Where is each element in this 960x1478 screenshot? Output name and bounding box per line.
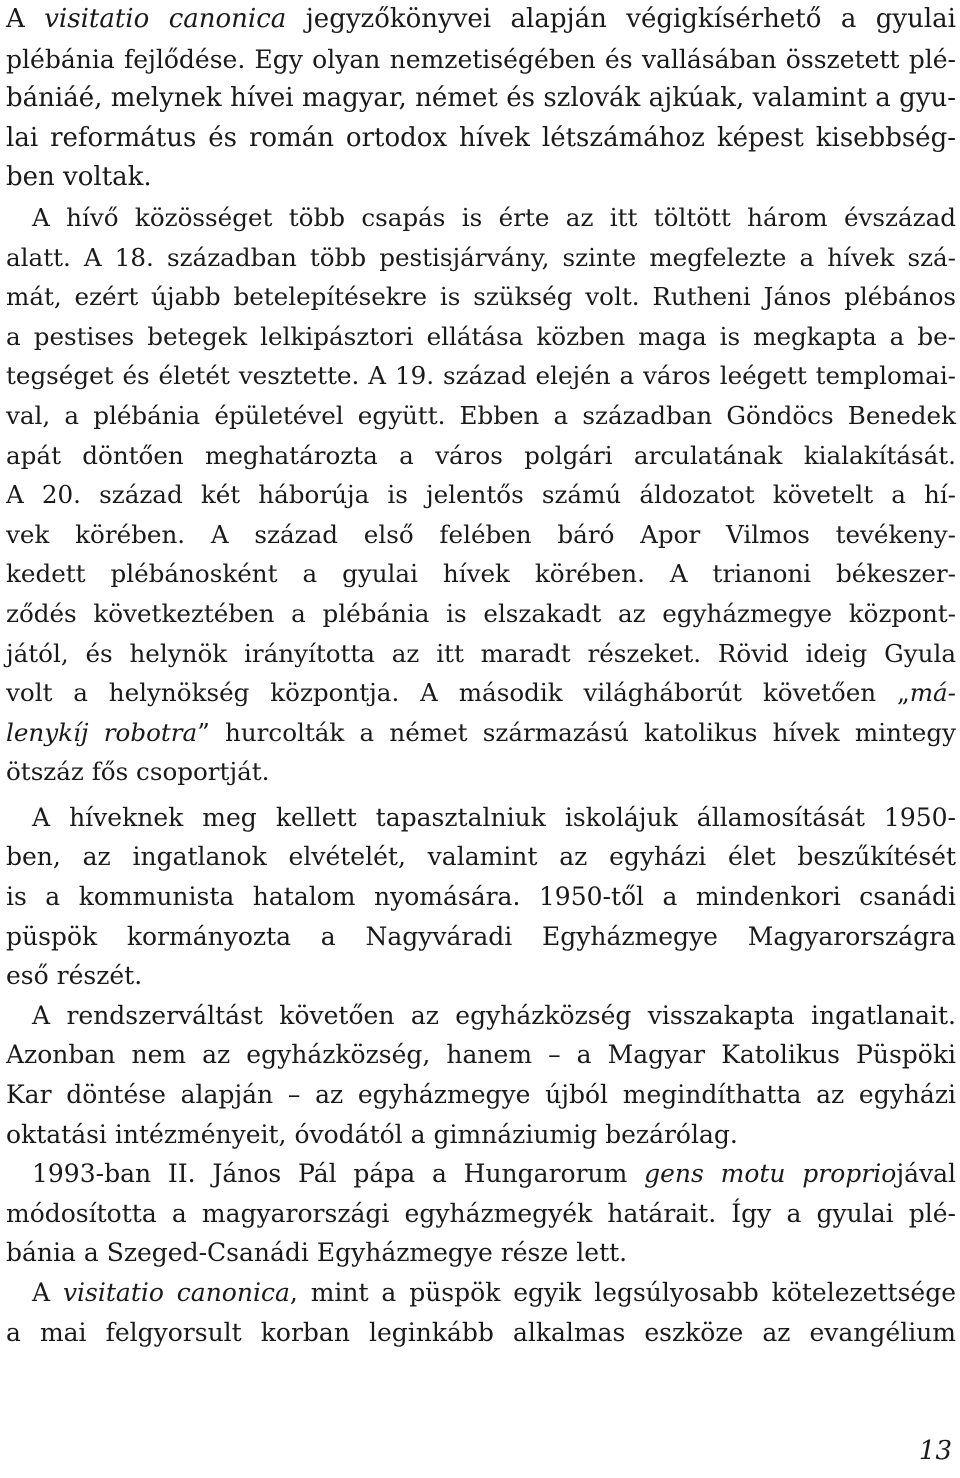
text-line: mát, ezért újabb betelepítésekre is szükség volt. Rutheni János plébános — [6, 282, 956, 312]
text-line: módosította a magyarországi egyházmegyék határait. Így a gyulai plé- — [6, 1198, 956, 1228]
text-line: A visitatio canonica, mint a püspök egyik legsúlyosabb kötelezettsége — [32, 1278, 956, 1307]
text-line: eső részét. — [6, 961, 143, 991]
text-line: bániáé, melynek hívei magyar, német és szlovák ajkúak, valamint a gyu- — [6, 83, 956, 114]
text-line: 1993-ban II. János Pál pápa a Hungarorum gens motu propriojával — [32, 1159, 956, 1189]
paragraph-4 — [6, 996, 956, 1154]
text-line: plébánia fejlődése. Egy olyan nemzetiségében és vallásában összetett plé- — [6, 44, 956, 74]
text-line: vek körében. A század első felében báró Apor Vilmos tevékeny- — [6, 519, 956, 549]
text-line: A híveknek meg kellett tapasztalniuk iskolájuk államosítását 1950- — [32, 802, 956, 832]
text-line: apát döntően meghatározta a város polgári arculatának kialakítását. — [6, 440, 956, 470]
text-line: val, a plébánia épületével együtt. Ebben a században Göndöcs Benedek — [6, 400, 956, 430]
paragraph-2 — [6, 198, 956, 792]
text-line: oktatási intézményeit, óvodától a gimnáziumig bezárólag. — [6, 1119, 738, 1149]
text-line: ben voltak. — [6, 162, 152, 193]
text-line: a pestises betegek lelkipásztori ellátása közben maga is megkapta a be- — [6, 321, 956, 351]
text-line: A 20. század két háborúja is jelentős számú áldozatot követelt a hí- — [6, 480, 956, 510]
text-line: volt a helynökség központja. A második világháborút követően „má- — [6, 678, 956, 708]
text-line: a mai felgyorsult korban leginkább alkalmas eszköze az evangélium — [6, 1317, 956, 1347]
text-line: A visitatio canonica jegyzőkönyvei alapján végigkísérhető a gyulai — [6, 4, 956, 34]
text-line: alatt. A 18. században több pestisjárvány, szinte megfelezte a hívek szá- — [6, 242, 956, 272]
text-line: tegséget és életét vesztette. A 19. század elején a város leégett templomai- — [6, 361, 956, 391]
paragraph-5 — [6, 1154, 956, 1273]
text-line: ötszáz fős csoportját. — [6, 757, 270, 787]
text-line: Azonban nem az egyházközség, hanem – a Magyar Katolikus Püspöki — [6, 1040, 956, 1070]
paragraph-1 — [6, 0, 956, 198]
paragraph-3 — [6, 798, 956, 996]
text-line: Kar döntése alapján – az egyházmegye újból megindíthatta az egyházi — [6, 1080, 956, 1110]
text-line: jától, és helynök irányította az itt maradt részeket. Rövid ideig Gyula — [6, 638, 956, 668]
text-line: bánia a Szeged-Csanádi Egyházmegye része lett. — [6, 1238, 628, 1268]
text-line: A hívő közösséget több csapás is érte az itt töltött három évszázad — [32, 202, 956, 232]
text-line: lenykíj robotra” hurcolták a német származású katolikus hívek mintegy — [6, 717, 957, 747]
text-line: ződés következtében a plébánia is elszakadt az egyházmegye központ- — [6, 598, 956, 628]
text-line: lai református és román ortodox hívek létszámához képest kisebbség- — [6, 122, 956, 153]
text-line: A rendszerváltást követően az egyházközség visszakapta ingatlanait. — [32, 1000, 956, 1030]
paragraph-6 — [6, 1273, 956, 1352]
page-number: 13 — [918, 1436, 952, 1467]
text-line: ben, az ingatlanok elvételét, valamint az egyházi élet beszűkítését — [6, 842, 956, 872]
text-line: kedett plébánosként a gyulai hívek körében. A trianoni békeszer- — [6, 559, 956, 589]
text-line: püspök kormányozta a Nagyváradi Egyházmegye Magyarországra — [6, 921, 956, 951]
text-line: is a kommunista hatalom nyomására. 1950-től a mindenkori csanádi — [6, 882, 956, 912]
